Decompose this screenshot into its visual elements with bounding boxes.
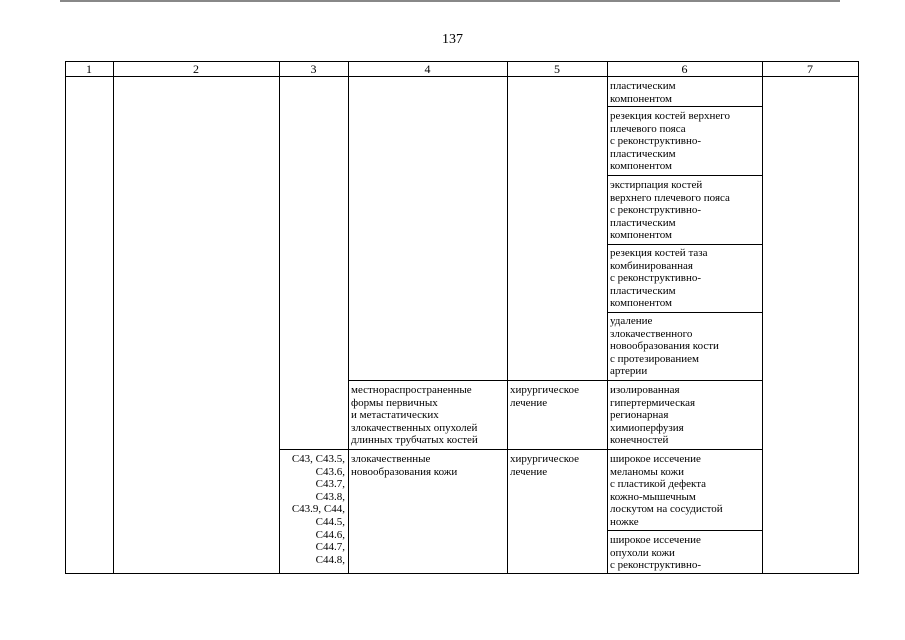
procedure-cell: широкое иссечение меланомы кожи с пластикой дефекта кожно-мышечным лоскутом на сосудистой ножке	[610, 453, 723, 528]
col-divider	[113, 61, 114, 574]
procedure-cell: резекция костей верхнего плечевого пояса с реконструктивно- пластическим компонентом	[610, 110, 730, 173]
treatment-type-cell: хирургическое лечение	[510, 453, 580, 478]
table-bottom-border	[65, 573, 859, 574]
column-header-4: 4	[424, 62, 431, 76]
col-divider	[762, 61, 763, 574]
col-divider	[507, 61, 508, 574]
diagnosis-cell: злокачественные новообразования кожи	[351, 453, 458, 478]
col-divider	[607, 61, 608, 574]
column-header-3: 3	[310, 62, 317, 76]
col6-row-separator	[607, 244, 762, 245]
procedure-cell: пластическим компонентом	[610, 80, 676, 105]
procedure-cell: широкое иссечение опухоли кожи с реконструктивно-	[610, 534, 702, 572]
column-header-5: 5	[554, 62, 560, 76]
column-header-6: 6	[681, 62, 688, 76]
row-separator	[348, 380, 762, 381]
col-divider	[279, 61, 280, 574]
col6-row-separator	[607, 312, 762, 313]
column-header-7: 7	[807, 62, 813, 76]
page-number: 137	[442, 32, 463, 47]
procedure-cell: резекция костей таза комбинированная с реконструктивно- пластическим компонентом	[610, 247, 708, 310]
procedure-cell: экстирпация костей верхнего плечевого пояса с реконструктивно- пластическим компонентом	[610, 179, 730, 242]
procedure-cell: изолированная гипертермическая регионарная химиоперфузия конечностей	[610, 384, 696, 447]
table-left-border	[65, 61, 66, 574]
col6-row-separator	[607, 175, 762, 176]
treatment-type-cell: хирургическое лечение	[510, 384, 580, 409]
document-table	[65, 61, 859, 574]
column-header-2: 2	[193, 62, 199, 76]
header-bottom-border	[65, 76, 859, 77]
diagnosis-cell: местнораспространенные формы первичных и метастатических злокачественных опухолей длинных трубчатых костей	[351, 384, 478, 447]
col6-row-separator	[607, 530, 762, 531]
procedure-cell: удаление злокачественного новообразования кости с протезированием артерии	[610, 315, 719, 378]
row-separator	[279, 449, 762, 450]
table-right-border	[858, 61, 859, 574]
icd-codes-cell: C43, C43.5, C43.6, C43.7, C43.8, C43.9, C44, C44.5, C44.6, C44.7, C44.8,	[291, 453, 345, 566]
scan-edge	[60, 0, 840, 2]
col6-row-separator	[607, 106, 762, 107]
col-divider	[348, 61, 349, 574]
column-header-1: 1	[86, 62, 92, 76]
